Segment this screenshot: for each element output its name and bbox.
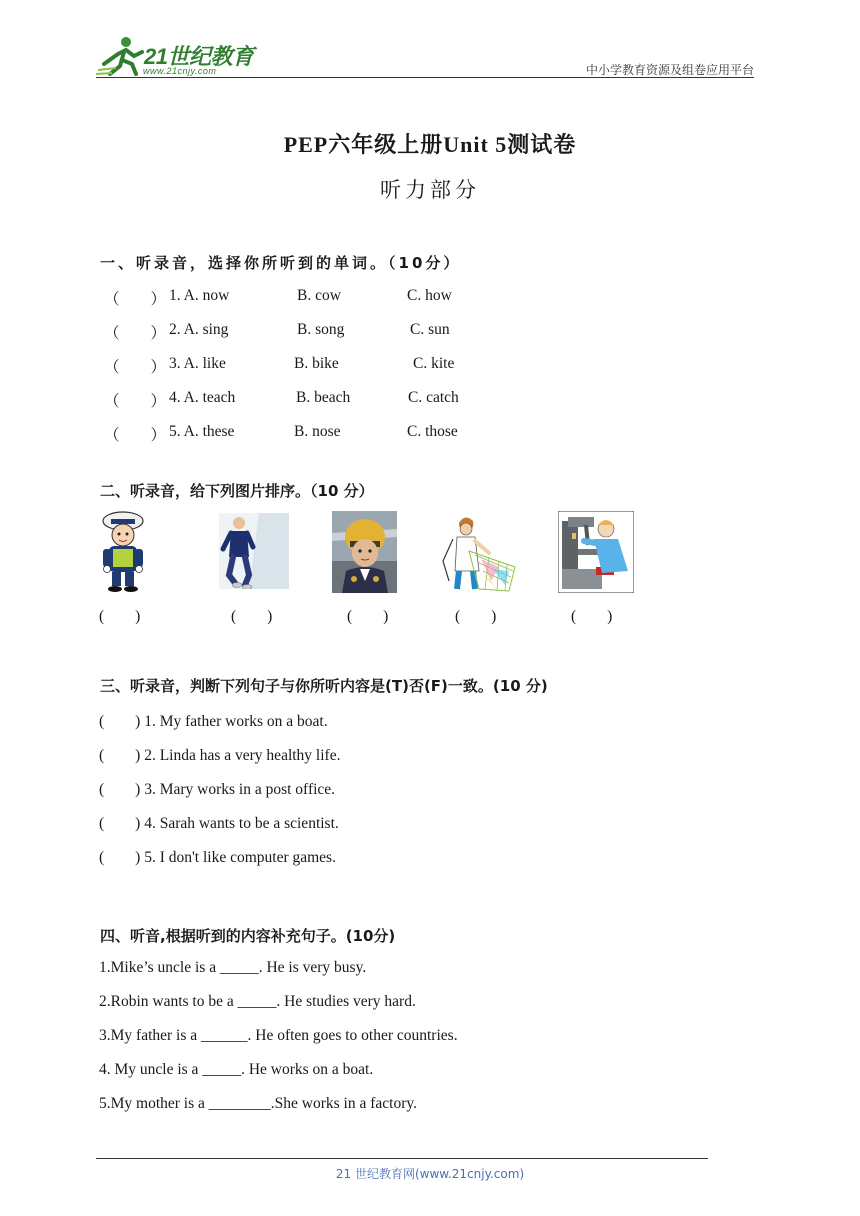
section1-item-c: C. how [407,287,452,304]
scientist-picture [558,511,634,593]
picture-blank: ( ) [99,608,141,625]
section2-heading: 二、听录音，给下列图片排序。（10 分） [100,482,374,500]
page-subtitle: 听力部分 [380,178,480,202]
picture-blank: ( ) [347,608,389,625]
section4-item: 2.Robin wants to be a _____. He studies very hard. [99,993,416,1010]
section1-item-a: 4. A. teach [169,389,236,406]
section1-item-b: B. beach [296,389,351,406]
section1-item-a: 5. A. these [169,423,235,440]
section4-item: 1.Mike’s uncle is a _____. He is very busy. [99,959,367,976]
section1-item-paren: （ ） [104,359,167,376]
picture-blank: ( ) [455,608,497,625]
section1-item-b: B. song [297,321,345,338]
section1-item-b: B. cow [297,287,341,304]
section1-item-b: B. bike [294,355,339,372]
section4-heading: 四、听音,根据听到的内容补充句子。(10分) [100,927,396,945]
page-title: PEP六年级上册Unit 5测试卷 [283,132,577,157]
fisherman-picture [439,511,517,593]
picture-blank: ( ) [231,608,273,625]
police-officer-picture [99,509,147,593]
section3-item: ( ) 5. I don't like computer games. [99,849,336,866]
section1-item-a: 2. A. sing [169,321,229,338]
header-platform-text: 中小学教育资源及组卷应用平台 [585,63,754,77]
section1-item-a: 1. A. now [169,287,230,304]
header-divider [96,77,754,78]
section4-item: 4. My uncle is a _____. He works on a boat. [99,1061,374,1078]
section1-item-b: B. nose [294,423,341,440]
section4-item: 5.My mother is a ________.She works in a factory. [99,1095,417,1112]
section1-item-c: C. kite [413,355,455,372]
section1-item-c: C. those [407,423,458,440]
section3-item: ( ) 2. Linda has a very healthy life. [99,747,341,764]
section1-item-paren: （ ） [104,325,167,342]
section1-item-paren: （ ） [104,427,167,444]
section3-item: ( ) 4. Sarah wants to be a scientist. [99,815,339,832]
section4-item: 3.My father is a ______. He often goes to other countries. [99,1027,458,1044]
logo-text: 21世纪教育 [144,44,254,69]
section3-item: ( ) 3. Mary works in a post office. [99,781,336,798]
section1-item-c: C. catch [408,389,459,406]
runner-picture [219,513,289,589]
footer-divider [96,1158,708,1159]
runner-logo-icon [96,34,146,78]
section3-heading: 三、听录音，判断下列句子与你所听内容是(T)否(F)一致。(10 分) [100,677,548,695]
section1-heading: 一、听录音，选择你所听到的单词。（10分） [100,254,462,272]
section1-item-paren: （ ） [104,393,167,410]
section1-item-c: C. sun [410,321,450,338]
section3-item: ( ) 1. My father works on a boat. [99,713,328,730]
logo-url: www.21cnjy.com [143,66,217,76]
section1-item-paren: （ ） [104,291,167,308]
section1-item-a: 3. A. like [169,355,226,372]
picture-blank: ( ) [571,608,613,625]
pilot-picture [332,511,397,593]
footer-link[interactable]: 21 世纪教育网(www.21cnjy.com) [335,1167,525,1181]
